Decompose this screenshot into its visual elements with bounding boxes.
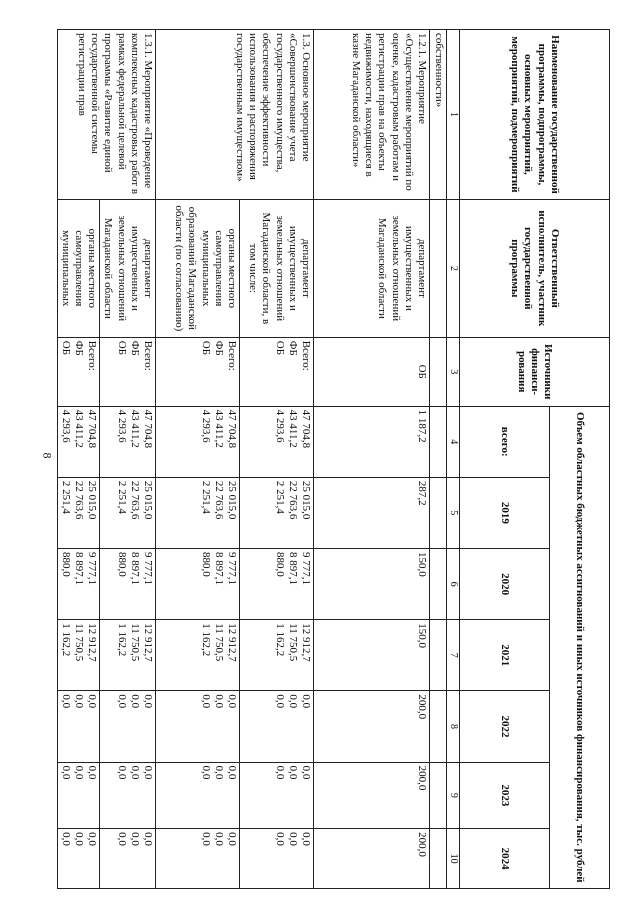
col-year-header: 2024: [460, 829, 550, 889]
value-stack: 12 912,7 11 750,5 1 162,2: [100, 620, 156, 691]
value-stack: 0,0 0,0 0,0: [57, 691, 100, 762]
source-stack: Всего: ФБ ОБ: [57, 337, 100, 406]
value-stack: 12 912,7 11 750,5 1 162,2: [156, 620, 240, 691]
source-stack: Всего: ФБ ОБ: [240, 337, 314, 406]
col-number: 5: [447, 477, 460, 548]
value-stack: 0,0 0,0 0,0: [240, 829, 314, 889]
value-cell: 150,0: [314, 549, 430, 620]
table-row: [240, 30, 314, 889]
value-stack: 0,0 0,0 0,0: [240, 762, 314, 829]
col-year-header: 2020: [460, 549, 550, 620]
col-volume-header: Объем областных бюджетных ассигнований и иных источников финансирования, тыс. рублей: [550, 406, 610, 888]
value-cell: 287,2: [314, 477, 430, 548]
value-cell: 200,0: [314, 762, 430, 829]
row-responsible: департамент имущественных и земельных отношений Магаданской области: [314, 199, 430, 337]
value-stack: 12 912,7 11 750,5 1 162,2: [57, 620, 100, 691]
row-name: 1.3. Основное мероприятие «Совершенствование учета государственного имущества, обеспечение эффективности использования и распоряжения государственным имуществом»: [156, 30, 314, 200]
col-year-header: 2019: [460, 477, 550, 548]
column-number-row: [447, 30, 460, 889]
row-name: 1.2.1. Мероприятие «Осуществление мероприятий по оценке, кадастровым работам и регистрации прав на объекты недвижимости, находящиеся в казне Магаданской области»: [314, 30, 430, 200]
value-stack: 25 015,0 22 763,6 2 251,4: [240, 477, 314, 548]
value-stack: 0,0 0,0 0,0: [156, 691, 240, 762]
rotated-page: [59, 29, 610, 889]
value-stack: 9 777,1 8 897,1 880,0: [57, 549, 100, 620]
col-number: 1: [447, 30, 460, 200]
row-responsible: департамент имущественных и земельных отношений Магаданской области: [100, 199, 156, 337]
value-cell: 200,0: [314, 691, 430, 762]
col-name-header: Наименование государственной программы, подпрограммы, основных мероприятий, мероприятий, подмероприятий: [460, 30, 610, 200]
col-total-header: всего:: [460, 406, 550, 477]
col-year-header: 2023: [460, 762, 550, 829]
value-stack: 9 777,1 8 897,1 880,0: [100, 549, 156, 620]
table-row: [314, 30, 430, 889]
value-stack: 0,0 0,0 0,0: [57, 829, 100, 889]
value-stack: 0,0 0,0 0,0: [100, 829, 156, 889]
value-cell: 1 187,2: [314, 406, 430, 477]
col-number: 7: [447, 620, 460, 691]
row-responsible: департамент имущественных и земельных отношений Магаданской области, в том числе:: [240, 199, 314, 337]
value-stack: 25 015,0 22 763,6 2 251,4: [100, 477, 156, 548]
value-cell: 200,0: [314, 829, 430, 889]
col-year-header: 2022: [460, 691, 550, 762]
value-stack: 0,0 0,0 0,0: [100, 762, 156, 829]
value-cell: 150,0: [314, 620, 430, 691]
value-stack: 9 777,1 8 897,1 880,0: [240, 549, 314, 620]
value-stack: 47 704,8 43 411,2 4 293,6: [156, 406, 240, 477]
value-stack: 9 777,1 8 897,1 880,0: [156, 549, 240, 620]
col-number: 3: [447, 337, 460, 406]
col-number: 4: [447, 406, 460, 477]
col-responsible-header: Ответственный исполнитель, участник государственной программы: [460, 199, 610, 337]
value-stack: 47 704,8 43 411,2 4 293,6: [100, 406, 156, 477]
page-number: 8: [40, 452, 55, 459]
source-stack: Всего: ФБ ОБ: [156, 337, 240, 406]
col-number: 10: [447, 829, 460, 889]
budget-table: [57, 29, 610, 889]
col-number: 9: [447, 762, 460, 829]
row-name: собственности»: [430, 30, 447, 200]
value-stack: 0,0 0,0 0,0: [156, 829, 240, 889]
col-year-header: 2021: [460, 620, 550, 691]
row-name: 1.3.1. Мероприятие «Проведение комплексных кадастровых работ в рамках федеральной целевой программы «Развитие единой государственной системы регистрации прав: [57, 30, 155, 200]
row-responsible: органы местного самоуправления муниципальных: [57, 199, 100, 337]
table-row: [430, 30, 447, 889]
col-number: 6: [447, 549, 460, 620]
value-stack: 25 015,0 22 763,6 2 251,4: [156, 477, 240, 548]
table-row: [100, 30, 156, 889]
col-number: 8: [447, 691, 460, 762]
value-stack: 25 015,0 22 763,6 2 251,4: [57, 477, 100, 548]
row-source: ОБ: [314, 337, 430, 406]
value-stack: 47 704,8 43 411,2 4 293,6: [240, 406, 314, 477]
value-stack: 0,0 0,0 0,0: [156, 762, 240, 829]
col-sources-header: Источники финанси-рования: [460, 337, 610, 406]
value-stack: 12 912,7 11 750,5 1 162,2: [240, 620, 314, 691]
source-stack: Всего: ФБ ОБ: [100, 337, 156, 406]
col-number: 2: [447, 199, 460, 337]
value-stack: 0,0 0,0 0,0: [100, 691, 156, 762]
value-stack: 0,0 0,0 0,0: [240, 691, 314, 762]
value-stack: 0,0 0,0 0,0: [57, 762, 100, 829]
row-responsible: органы местного самоуправления муниципальных образований Магаданской области (по согласованию): [156, 199, 240, 337]
value-stack: 47 704,8 43 411,2 4 293,6: [57, 406, 100, 477]
